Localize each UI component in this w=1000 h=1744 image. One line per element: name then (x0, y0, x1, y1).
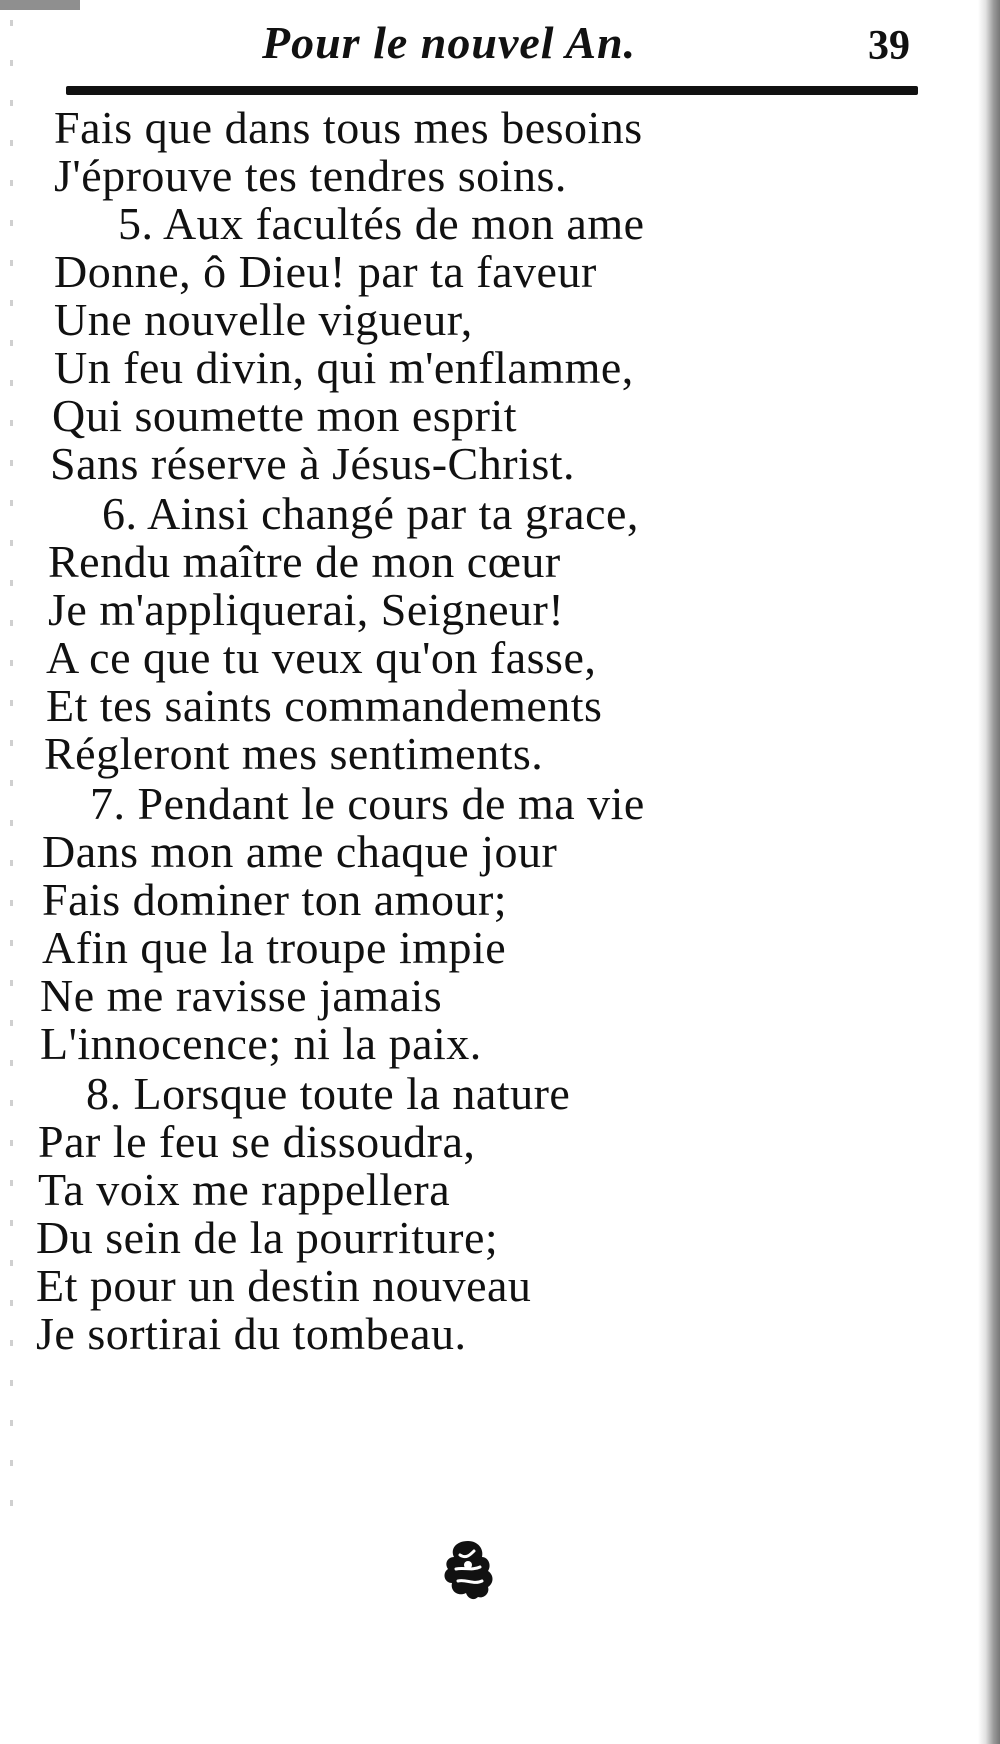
header-rule (66, 86, 918, 95)
verse-line: L'innocence; ni la paix. (40, 1018, 482, 1069)
verse-line: Sans réserve à Jésus-Christ. (50, 438, 576, 489)
verse-line: A ce que tu veux qu'on fasse, (46, 632, 597, 683)
fleuron-ornament-icon (438, 1535, 498, 1605)
verse-line: Je m'appliquerai, Seigneur! (48, 584, 565, 635)
running-head: Pour le nouvel An. (262, 17, 637, 68)
verse-line: Afin que la troupe impie (42, 922, 507, 973)
verse-line: J'éprouve tes tendres soins. (54, 150, 567, 201)
stanza-start-line: 7. Pendant le cours de ma vie (90, 778, 645, 829)
verse-line: Qui soumette mon esprit (52, 390, 518, 441)
verse-line: Et tes saints commandements (46, 680, 603, 731)
verse-line: Donne, ô Dieu! par ta faveur (54, 246, 597, 297)
verse-line: Ne me ravisse jamais (40, 970, 443, 1021)
stanza-start-line: 5. Aux facultés de mon ame (118, 198, 645, 249)
verse-line: Je sortirai du tombeau. (36, 1308, 467, 1359)
verse-line: Par le feu se dissoudra, (38, 1116, 476, 1167)
verse-line: Et pour un destin nouveau (36, 1260, 532, 1311)
page-number: 39 (868, 23, 910, 69)
verse-line: Fais dominer ton amour; (42, 874, 508, 925)
page-edge-right (978, 0, 1000, 1744)
stanza-start-line: 8. Lorsque toute la nature (86, 1068, 571, 1119)
page-header (0, 8, 1000, 88)
page-edge-left (10, 20, 13, 1520)
verse-line: Du sein de la pourriture; (36, 1212, 499, 1263)
stanza-start-line: 6. Ainsi changé par ta grace, (102, 488, 639, 539)
verse-line: Fais que dans tous mes besoins (54, 102, 643, 153)
verse-line: Dans mon ame chaque jour (42, 826, 558, 877)
verse-line: Un feu divin, qui m'enflamme, (54, 342, 634, 393)
verse-line: Régleront mes sentiments. (44, 728, 544, 779)
verse-line: Une nouvelle vigueur, (54, 294, 473, 345)
verse-line: Rendu maître de mon cœur (48, 536, 561, 587)
verse-line: Ta voix me rappellera (38, 1164, 451, 1215)
